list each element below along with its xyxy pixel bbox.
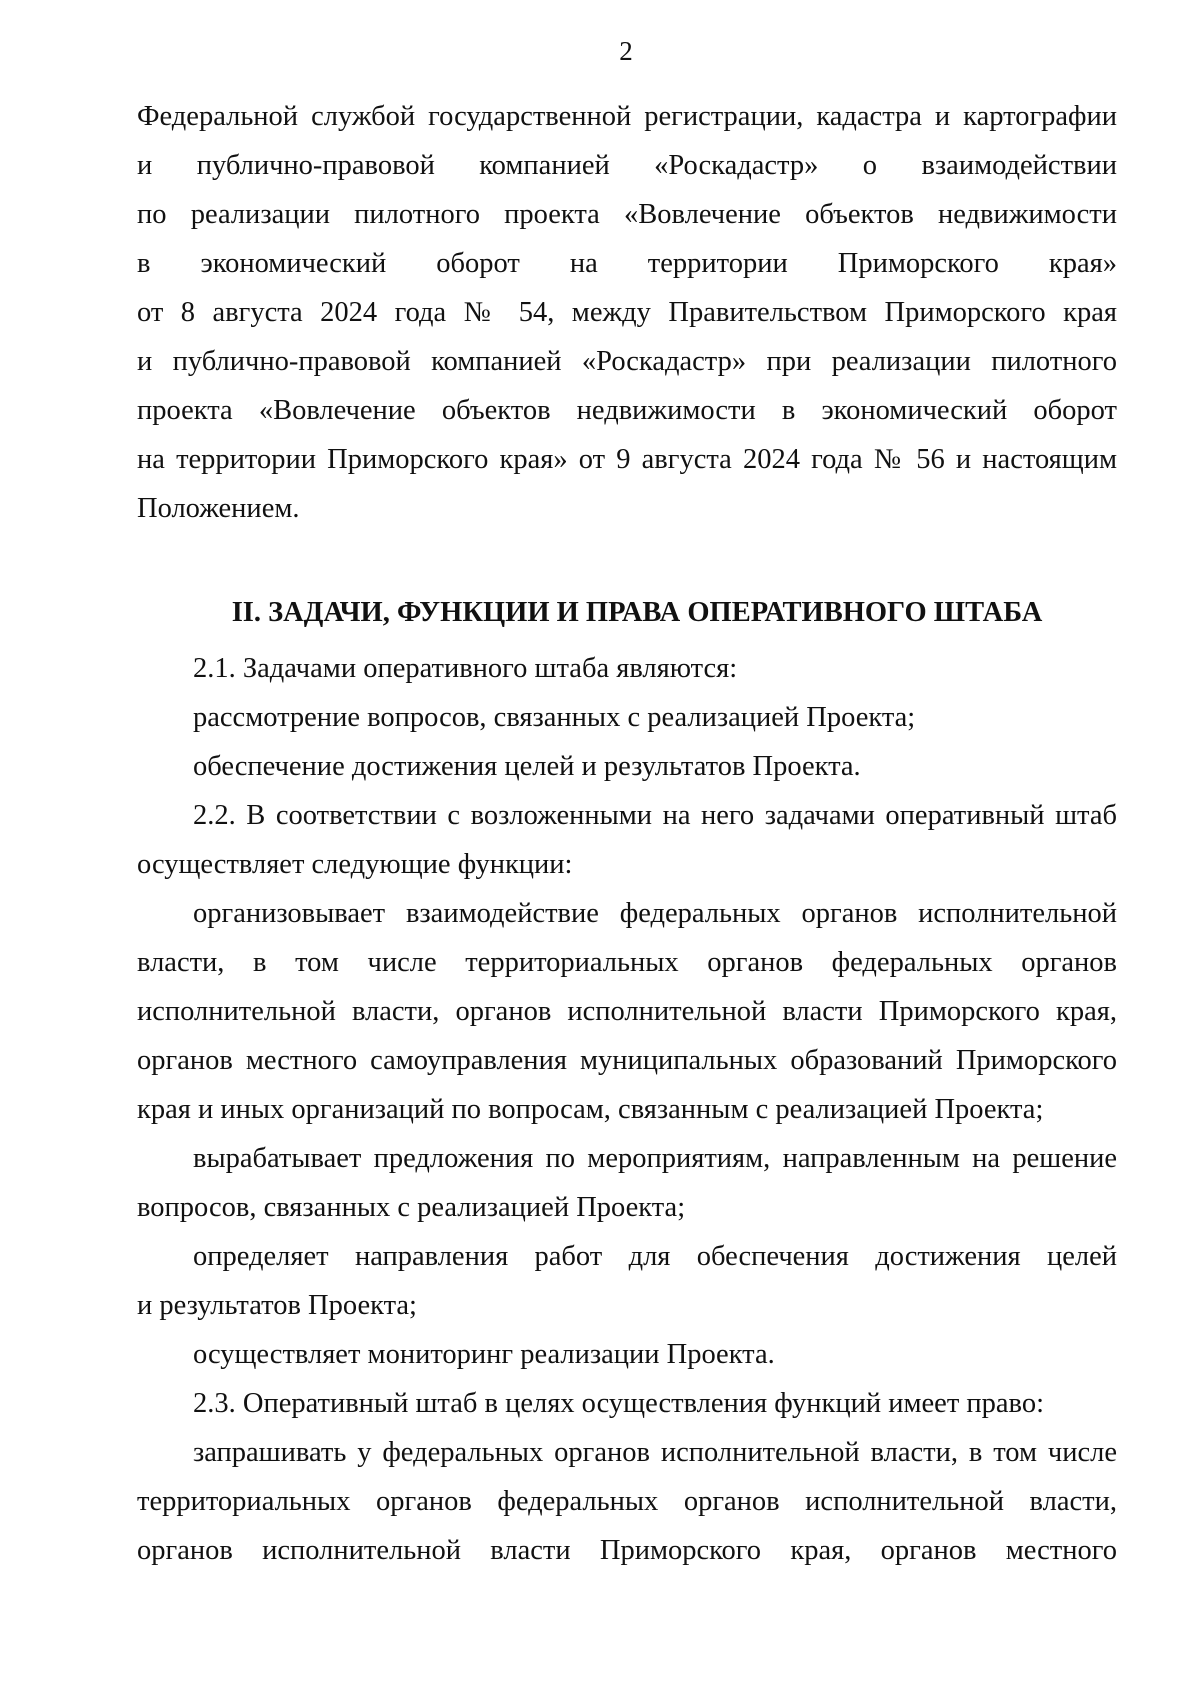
text-line: от 8 августа 2024 года № 54, между Правительством Приморского края — [137, 297, 1117, 328]
text-line: в экономический оборот на территории Приморского края» — [137, 248, 1117, 279]
text-line: 2.2. В соответствии с возложенными на него задачами оперативный штаб — [193, 800, 1117, 831]
item-2-3 — [137, 1379, 1117, 1575]
item-intro: 2.1. Задачами оперативного штаба являются: — [193, 653, 738, 684]
text-line: и публично-правовой компанией «Роскадастр» при реализации пилотного — [137, 346, 1117, 377]
text-line: исполнительной власти, органов исполнительной власти Приморского края, — [137, 996, 1117, 1027]
text-line: осуществляет следующие функции: — [137, 849, 573, 880]
text-line: по реализации пилотного проекта «Вовлечение объектов недвижимости — [137, 199, 1117, 230]
text-line: вопросов, связанных с реализацией Проекта; — [137, 1192, 686, 1223]
item-2-1 — [137, 644, 1117, 791]
text-line: края и иных организаций по вопросам, связанным с реализацией Проекта; — [137, 1094, 1044, 1125]
text-line: Федеральной службой государственной регистрации, кадастра и картографии — [137, 101, 1117, 132]
function-item: осуществляет мониторинг реализации Проекта. — [193, 1339, 775, 1370]
document-body — [137, 92, 1117, 1575]
text-line: и результатов Проекта; — [137, 1290, 417, 1321]
task-item: обеспечение достижения целей и результатов Проекта. — [193, 751, 861, 782]
text-line: власти, в том числе территориальных органов федеральных органов — [137, 947, 1117, 978]
paragraph-continuation — [137, 92, 1117, 533]
text-line: на территории Приморского края» от 9 августа 2024 года № 56 и настоящим — [137, 444, 1117, 475]
item-intro: 2.3. Оперативный штаб в целях осуществления функций имеет право: — [193, 1388, 1044, 1419]
text-line: и публично-правовой компанией «Роскадастр» о взаимодействии — [137, 150, 1117, 181]
text-line: органов исполнительной власти Приморского края, органов местного — [137, 1535, 1117, 1566]
text-line: Положением. — [137, 493, 300, 524]
page-number: 2 — [619, 36, 633, 66]
function-item: организовывает взаимодействие федеральных органов исполнительной — [193, 898, 1117, 929]
text-line: органов местного самоуправления муниципальных образований Приморского — [137, 1045, 1117, 1076]
text-line: территориальных органов федеральных органов исполнительной власти, — [137, 1486, 1117, 1517]
task-item: рассмотрение вопросов, связанных с реализацией Проекта; — [193, 702, 916, 733]
function-item: вырабатывает предложения по мероприятиям, направленным на решение — [193, 1143, 1117, 1174]
spacer — [137, 533, 1117, 582]
function-item: определяет направления работ для обеспечения достижения целей — [193, 1241, 1117, 1272]
item-2-2 — [137, 791, 1117, 1379]
right-item: запрашивать у федеральных органов исполнительной власти, в том числе — [193, 1437, 1117, 1468]
section-heading: II. ЗАДАЧИ, ФУНКЦИИ И ПРАВА ОПЕРАТИВНОГО ШТАБА — [231, 597, 1043, 628]
text-line: проекта «Вовлечение объектов недвижимости в экономический оборот — [137, 395, 1117, 426]
